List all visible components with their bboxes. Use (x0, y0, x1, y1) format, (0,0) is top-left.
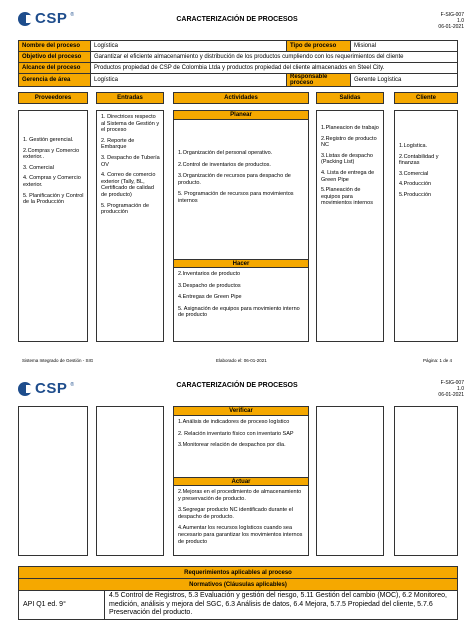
objetivo-value: Garantizar el eficiente almacenamiento y distribución de los productos cumpliendo con los requerimientos del cliente (91, 52, 458, 63)
planear-item: 2.Control de inventarios de productos. (178, 161, 271, 168)
cliente-item: 4.Producción (399, 181, 432, 188)
verificar-item: 1.Análisis de indicadores de proceso logístico (178, 419, 290, 425)
salida-item: 5.Planeación de equipos para movimientos internos (321, 187, 373, 207)
company-logo: CSP ® (18, 10, 74, 27)
actuar-item: 2.Mejoras en el procedimiento de almacenamiento y preservación de producto. (178, 489, 302, 502)
cliente-item: 3.Comercial (399, 170, 429, 177)
tipo-label: Tipo de proceso (287, 41, 351, 52)
process-info-table (18, 40, 458, 87)
planear-item: 3.Organización de recursos para despacho de producto. (178, 173, 291, 186)
proveedor-item: 2.Compras y Comercio exterior.. (23, 147, 80, 161)
hacer-item: 5. Asignación de equipos para movimiento interno de producto (178, 305, 300, 319)
hacer-item: 2.Inventarios de producto (178, 271, 241, 277)
hacer-header: Hacer (174, 259, 308, 268)
footer-center: Elaborado el: 06-01-2021 (216, 358, 267, 363)
verificar-item: 3.Monitorear relación de despachos por día. (178, 442, 286, 449)
proveedores-box (18, 110, 88, 342)
verificar-header: Verificar (174, 407, 308, 416)
gerencia-value: Logística (91, 74, 287, 87)
salida-item: 4. Lista de entrega de Green Pipe (321, 169, 375, 183)
planear-section (174, 120, 308, 259)
planear-header: Planear (174, 111, 308, 120)
actuar-item: 3.Segregar producto NC identificado durante el despacho de producto. (178, 507, 293, 520)
actividades-box-cont (173, 406, 309, 556)
col-header-proveedores: Proveedores (18, 92, 88, 104)
verificar-section (174, 416, 308, 477)
nombre-label: Nombre del proceso (19, 41, 91, 52)
company-logo: CSP ® (18, 380, 74, 397)
page-2 (0, 372, 474, 632)
standard-clauses: 4.5 Control de Registros, 5.3 Evaluación y gestión del riesgo, 5.11 Gestión del cambio (MOC), 6.2 Monitoreo, medición, análisis y mejora del SGC, 6.3 Análisis de datos, 6.4 Mejora, 5.7.5 Propiedad del cliente, 5.7.6 Preservación del producto. (105, 591, 458, 620)
proveedor-item: 4. Compras y Comercio exterior. (23, 175, 81, 188)
cliente-item: 2.Contabilidad y finanzas (399, 153, 439, 167)
proveedor-item: 1. Gestión gerencial. (23, 137, 74, 143)
planear-item: 5. Programación de recursos para movimientos internos (178, 191, 294, 204)
cliente-item: 1.Logística. (399, 143, 428, 149)
doc-code: F-SIG-007 (440, 12, 464, 18)
document-meta (438, 12, 464, 30)
salidas-box-cont (316, 406, 384, 556)
entrada-item: 2. Reporte de Embarque (101, 137, 135, 151)
actuar-item: 4.Aumentar los recursos logísticos cuando sea necesario para garantizar los movimientos internos de producto (178, 525, 303, 545)
actividades-box (173, 110, 309, 342)
proveedores-box-cont (18, 406, 88, 556)
doc-code: F-SIG-007 (440, 380, 464, 386)
hacer-section (174, 268, 308, 327)
doc-version: 1.0 (457, 386, 464, 392)
proveedor-item: 3. Comercial (23, 164, 54, 171)
doc-date: 06-01-2021 (438, 24, 464, 30)
hacer-item: 3.Despacho de productos (178, 282, 241, 289)
col-header-actividades: Actividades (173, 92, 309, 104)
actuar-section (174, 486, 308, 553)
salidas-box (316, 110, 384, 342)
footer-right: Página: 1 de 4 (422, 358, 452, 363)
responsable-value: Gerente Logística (351, 74, 458, 87)
col-header-salidas: Salidas (316, 92, 384, 104)
doc-version: 1.0 (457, 18, 464, 24)
entrada-item: 3. Despacho de Tubería OV (101, 154, 160, 168)
cliente-box (394, 110, 458, 342)
document-meta (438, 380, 464, 398)
standard-name: API Q1 ed. 9° (19, 591, 105, 620)
entradas-box-cont (96, 406, 164, 556)
objetivo-label: Objetivo del proceso (19, 52, 91, 63)
tipo-value: Misional (351, 41, 458, 52)
entrada-item: 5. Programación de producción (101, 202, 149, 216)
salida-item: 3.Listas de despacho (Packing List) (321, 152, 373, 166)
col-header-cliente: Cliente (394, 92, 458, 104)
document-title: CARACTERIZACIÓN DE PROCESOS (176, 16, 298, 23)
alcance-value: Productos propiedad de CSP de Colombia Ltda y productos propiedad del cliente almacenados en Steel City. (91, 63, 458, 74)
alcance-label: Alcance del proceso (19, 63, 91, 74)
cliente-box-cont (394, 406, 458, 556)
responsable-label: Responsable proceso (287, 74, 351, 87)
col-header-entradas: Entradas (96, 92, 164, 104)
requirements-table (18, 566, 458, 620)
entrada-item: 1. Directrices respecto al Sistema de Gestión y el proceso (101, 114, 160, 134)
gerencia-label: Gerencia de área (19, 74, 91, 87)
requirements-subtitle: Normativos (Cláusulas aplicables) (19, 579, 458, 591)
actuar-header: Actuar (174, 477, 308, 486)
verificar-item: 2. Relación inventario físico con inventario SAP (178, 430, 294, 437)
footer-left: Sistema Integrado de Gestión - SIG (22, 358, 94, 363)
planear-item: 1.Organización del personal operativo. (178, 150, 273, 156)
requirements-title: Requerimientos aplicables al proceso (19, 567, 458, 579)
doc-date: 06-01-2021 (438, 392, 464, 398)
nombre-value: Logística (91, 41, 287, 52)
salida-item: 1.Planeacion de trabajo (321, 125, 379, 131)
entradas-box (96, 110, 164, 342)
document-title: CARACTERIZACIÓN DE PROCESOS (176, 382, 298, 389)
cliente-item: 5.Producción (399, 191, 432, 198)
entrada-item: 4. Correo de comercio exterior (Tally, BL, Certificado de calidad de producto) (101, 172, 156, 198)
hacer-item: 4.Entregas de Green Pipe (178, 294, 242, 301)
salida-item: 2.Registro de producto NC (321, 135, 377, 149)
proveedor-item: 5. Planificación y Control de la Producción (23, 192, 84, 206)
